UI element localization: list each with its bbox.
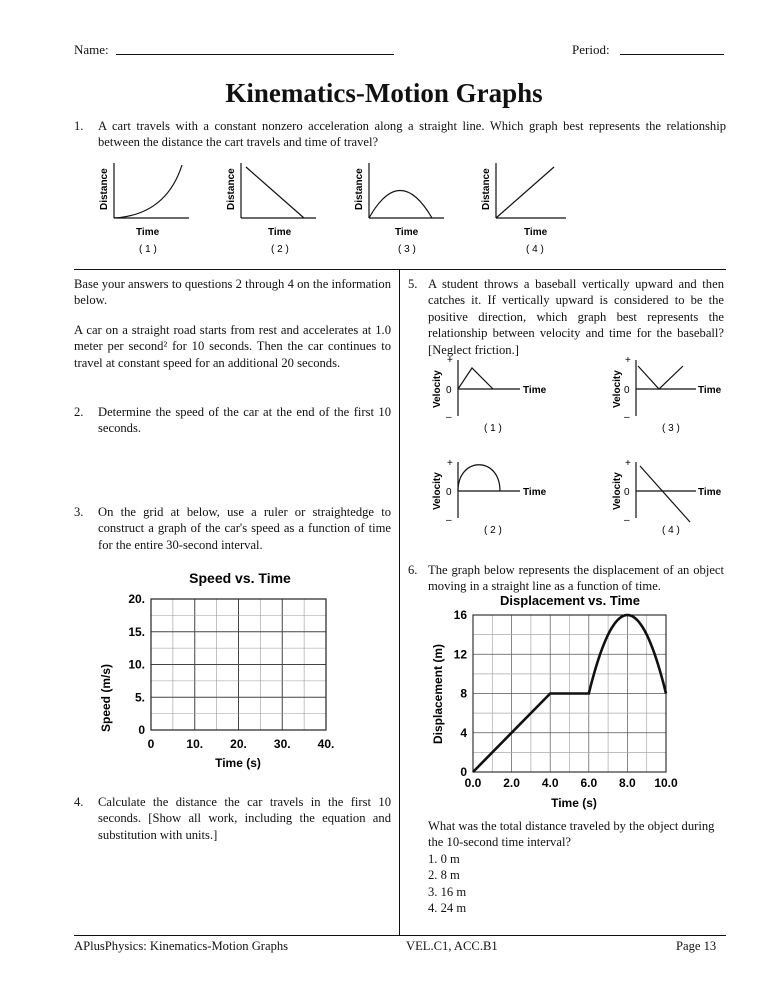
option-label: ( 3 ): [662, 423, 680, 434]
zero-label: 0: [446, 487, 452, 498]
q1-xlabel: Time: [395, 227, 419, 238]
speed-vs-time-chart[interactable]: [96, 566, 356, 776]
y-tick-label: 20.: [128, 592, 145, 606]
q1-ylabel: Distance: [99, 168, 110, 210]
velocity-ylabel: Velocity: [432, 370, 443, 408]
question-number: 5.: [408, 277, 418, 291]
q1-xlabel: Time: [524, 227, 548, 238]
intro-paragraph-1: Base your answers to questions 2 through 4 on the information below.: [74, 277, 391, 308]
q1-graph-2[interactable]: [226, 163, 316, 255]
question-5: [408, 276, 724, 358]
q1-graph-1[interactable]: [99, 163, 189, 255]
time-xlabel: Time: [523, 385, 547, 396]
plus-label: +: [625, 458, 631, 469]
section-divider: [74, 269, 726, 270]
footer-divider: [74, 935, 726, 936]
footer-left: APlusPhysics: Kinematics-Motion Graphs: [74, 939, 289, 953]
velocity-ylabel: Velocity: [612, 472, 623, 510]
q6-choices: [428, 851, 628, 917]
x-axis-label: Time (s): [215, 756, 261, 770]
option-label: ( 2 ): [484, 525, 502, 536]
time-xlabel: Time: [698, 487, 722, 498]
choice-item[interactable]: 1. 0 m: [428, 852, 460, 866]
q6-question: What was the total distance traveled by the object during the 10-second time interval?: [428, 819, 715, 850]
q5-graph-3[interactable]: [612, 355, 722, 434]
q1-xlabel: Time: [136, 227, 160, 238]
time-xlabel: Time: [698, 385, 722, 396]
y-tick-label: 4: [460, 725, 467, 740]
question-3: [74, 504, 391, 553]
y-tick-label: 16: [453, 608, 467, 622]
question-number: 3.: [74, 505, 84, 519]
q5-graph-2[interactable]: [432, 458, 547, 536]
q1-xlabel: Time: [268, 227, 292, 238]
choice-item[interactable]: 3. 16 m: [428, 884, 467, 899]
q1-graph-options: [96, 155, 566, 260]
x-tick-label: 0.0: [464, 776, 482, 790]
x-tick-label: 4.0: [541, 776, 559, 790]
x-tick-label: 10.: [186, 737, 204, 751]
x-tick-label: 2.0: [503, 776, 520, 790]
question-number: 1.: [74, 119, 84, 133]
minus-label: –: [446, 412, 452, 423]
chart-title: Displacement vs. Time: [500, 593, 640, 608]
period-blank[interactable]: [620, 41, 724, 55]
question-1: [74, 118, 726, 151]
y-tick-label: 15.: [128, 624, 145, 639]
q1-ylabel: Distance: [354, 168, 365, 210]
plus-label: +: [625, 355, 631, 366]
y-axis-label: Displacement (m): [431, 643, 445, 745]
q1-ylabel: Distance: [226, 168, 237, 210]
period-label: Period:: [572, 42, 610, 57]
question-text: On the grid at below, use a ruler or straightedge to construct a graph of the car's speed as a function of time for the entire 30-second interval.: [98, 505, 391, 552]
velocity-ylabel: Velocity: [612, 370, 623, 408]
x-tick-label: 0: [147, 737, 155, 751]
choice-item[interactable]: 4. 24 m: [428, 901, 467, 916]
plus-label: +: [447, 458, 453, 469]
x-tick-label: 20.: [230, 737, 247, 751]
x-tick-label: 30.: [273, 737, 291, 751]
option-label: ( 1 ): [484, 423, 502, 434]
question-4: [74, 794, 391, 843]
q1-option-label: ( 3 ): [398, 244, 416, 255]
y-tick-label: 0: [138, 723, 145, 737]
question-text: A cart travels with a constant nonzero acceleration along a straight line. Which graph best represents the relationship between the distance the cart travels and time of travel?: [98, 119, 726, 150]
y-tick-label: 12: [453, 647, 467, 662]
question-2: [74, 404, 391, 437]
y-tick-label: 10.: [128, 657, 145, 672]
minus-label: –: [624, 412, 630, 423]
plus-label: +: [447, 355, 453, 366]
question-text: Determine the speed of the car at the end of the first 10 seconds.: [98, 405, 391, 436]
x-tick-label: 8.0: [619, 776, 636, 790]
q1-option-label: ( 4 ): [526, 244, 544, 255]
velocity-ylabel: Velocity: [432, 472, 443, 510]
footer-center: VEL.C1, ACC.B1: [406, 939, 498, 953]
choice-item[interactable]: 2. 8 m: [428, 868, 460, 883]
question-text: Calculate the distance the car travels in the first 10 seconds. [Show all work, including the equation and substitution with units.]: [98, 795, 391, 842]
time-xlabel: Time: [523, 487, 547, 498]
q5-graph-4[interactable]: [612, 458, 722, 536]
q1-ylabel: Distance: [481, 168, 492, 210]
y-tick-label: 8: [460, 686, 467, 701]
x-tick-label: 6.0: [580, 776, 598, 790]
intro-paragraph-2: A car on a straight road starts from rest and accelerates at 1.0 meter per second² for 10 seconds. Then the car continues to travel at constant speed for an additional 20 seconds.: [74, 323, 391, 370]
q1-graph-4[interactable]: [481, 163, 566, 255]
option-label: ( 4 ): [662, 525, 680, 536]
zero-label: 0: [446, 385, 452, 396]
y-axis-label: Speed (m/s): [99, 663, 113, 733]
page-title: Kinematics-Motion Graphs: [225, 78, 543, 108]
name-label: Name:: [74, 42, 109, 57]
minus-label: –: [624, 515, 630, 526]
question-text: A student throws a baseball vertically upward and then catches it. If vertically upward is considered to be the positive direction, which graph best represents the relationship between velocity and time for the baseball? [Neglect friction.]: [428, 277, 724, 357]
q1-graph-3[interactable]: [354, 163, 444, 255]
displacement-vs-time-chart: [428, 590, 698, 812]
column-divider: [399, 270, 400, 935]
zero-label: 0: [624, 385, 630, 396]
y-tick-label: 0: [460, 765, 467, 779]
q1-option-label: ( 1 ): [139, 244, 157, 255]
y-tick-label: 5.: [134, 690, 145, 705]
q1-option-label: ( 2 ): [271, 244, 289, 255]
minus-label: –: [446, 515, 452, 526]
x-tick-label: 40.: [317, 737, 335, 751]
footer-right: Page 13: [676, 939, 717, 953]
zero-label: 0: [624, 487, 630, 498]
question-number: 6.: [408, 563, 418, 577]
chart-title: Speed vs. Time: [189, 570, 291, 586]
q5-graph-1[interactable]: [432, 355, 547, 434]
question-number: 4.: [74, 795, 84, 809]
name-blank[interactable]: [116, 41, 394, 55]
x-tick-label: 10.0: [654, 776, 678, 790]
question-number: 2.: [74, 405, 84, 419]
q5-graph-options: [428, 350, 728, 540]
x-axis-label: Time (s): [551, 796, 597, 810]
question-text: The graph below represents the displacement of an object moving in a straight line as a function of time.: [428, 563, 724, 594]
